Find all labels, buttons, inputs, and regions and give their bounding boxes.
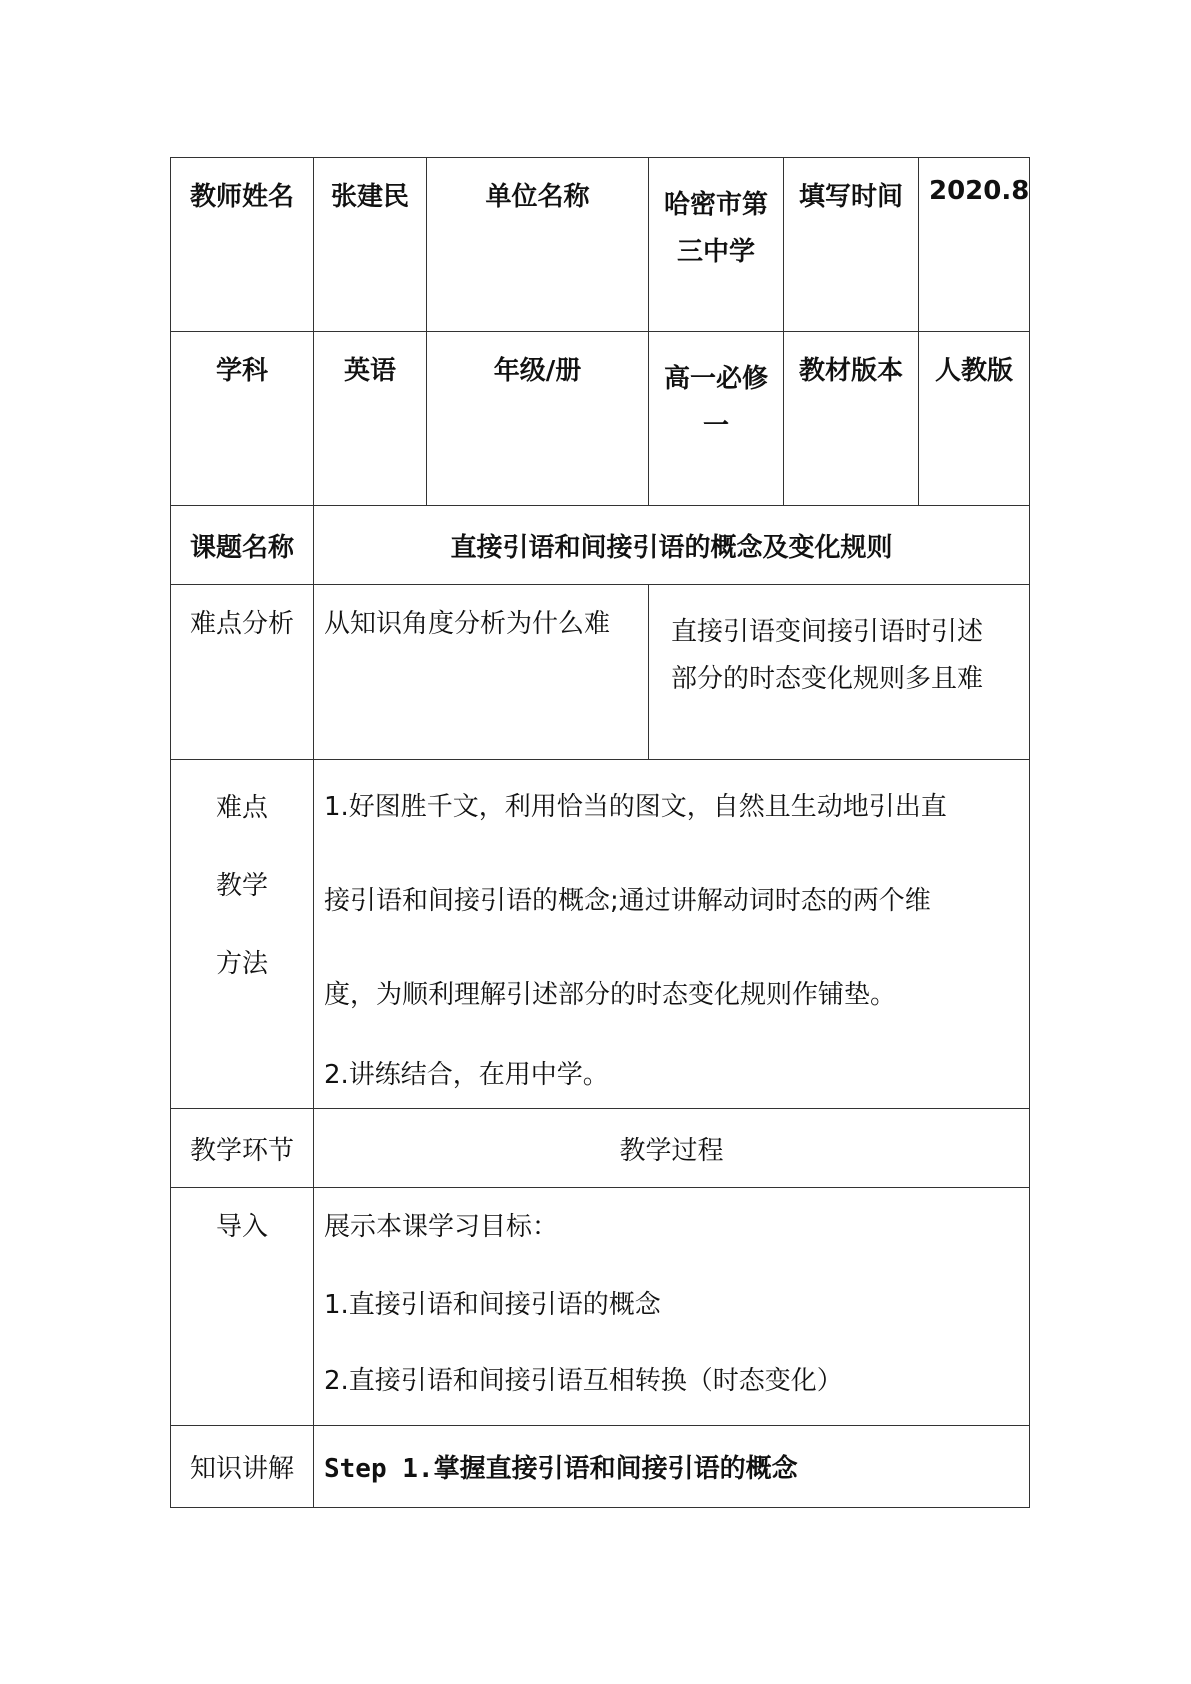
method-line1: 1.好图胜千文，利用恰当的图文，自然且生动地引出直 [324, 792, 947, 822]
unit-value-line1: 哈密市第 [663, 190, 768, 220]
intro-line3: 2.直接引语和间接引语互相转换（时态变化） [324, 1366, 843, 1396]
difficulty-question: 从知识角度分析为什么难 [314, 585, 649, 760]
table-row-topic [171, 506, 1030, 585]
intro-content [314, 1188, 1030, 1426]
table-row-knowledge [171, 1426, 1030, 1508]
stage-header: 教学环节 [171, 1109, 314, 1188]
teacher-label: 教师姓名 [171, 158, 314, 332]
difficulty-answer-line1: 直接引语变间接引语时引述 [671, 617, 984, 647]
knowledge-label: 知识讲解 [171, 1426, 314, 1508]
method-line2: 接引语和间接引语的概念;通过讲解动词时态的两个维 [324, 886, 931, 916]
method-label [171, 760, 314, 1109]
process-header: 教学过程 [314, 1109, 1030, 1188]
method-label-line1: 难点 [215, 793, 268, 823]
grade-value: 高一必修 一 [649, 332, 784, 506]
method-label-line2: 教学 [215, 871, 268, 901]
intro-line1: 展示本课学习目标： [324, 1212, 559, 1242]
difficulty-answer: 直接引语变间接引语时引述 部分的时态变化规则多且难 [649, 585, 1030, 760]
subject-label: 学科 [171, 332, 314, 506]
method-content [314, 760, 1030, 1109]
method-line3: 度，为顺利理解引述部分的时态变化规则作铺垫。 [324, 980, 897, 1010]
grade-label: 年级/册 [427, 332, 649, 506]
table-row-method [171, 760, 1030, 1109]
edition-value: 人教版 [919, 332, 1030, 506]
date-label: 填写时间 [784, 158, 919, 332]
difficulty-label: 难点分析 [171, 585, 314, 760]
grade-value-line1: 高一必修 [663, 364, 768, 394]
table-row-process-header [171, 1109, 1030, 1188]
method-label-line3: 方法 [215, 949, 268, 979]
table-row-difficulty [171, 585, 1030, 760]
topic-value: 直接引语和间接引语的概念及变化规则 [314, 506, 1030, 585]
lesson-plan-table [170, 157, 1030, 1508]
teacher-value: 张建民 [314, 158, 427, 332]
intro-line2: 1.直接引语和间接引语的概念 [324, 1290, 661, 1320]
unit-value: 哈密市第 三中学 [649, 158, 784, 332]
subject-value: 英语 [314, 332, 427, 506]
table-row-subject [171, 332, 1030, 506]
edition-label: 教材版本 [784, 332, 919, 506]
knowledge-step [314, 1426, 1030, 1508]
method-line4: 2.讲练结合，在用中学。 [324, 1060, 609, 1090]
step-prefix: Step 1. [324, 1454, 434, 1484]
unit-label: 单位名称 [427, 158, 649, 332]
step-text: 掌握直接引语和间接引语的概念 [433, 1454, 798, 1484]
table-row-teacher [171, 158, 1030, 332]
topic-label: 课题名称 [171, 506, 314, 585]
table-row-intro [171, 1188, 1030, 1426]
intro-label: 导入 [171, 1188, 314, 1426]
date-value: 2020.8 [919, 158, 1030, 332]
